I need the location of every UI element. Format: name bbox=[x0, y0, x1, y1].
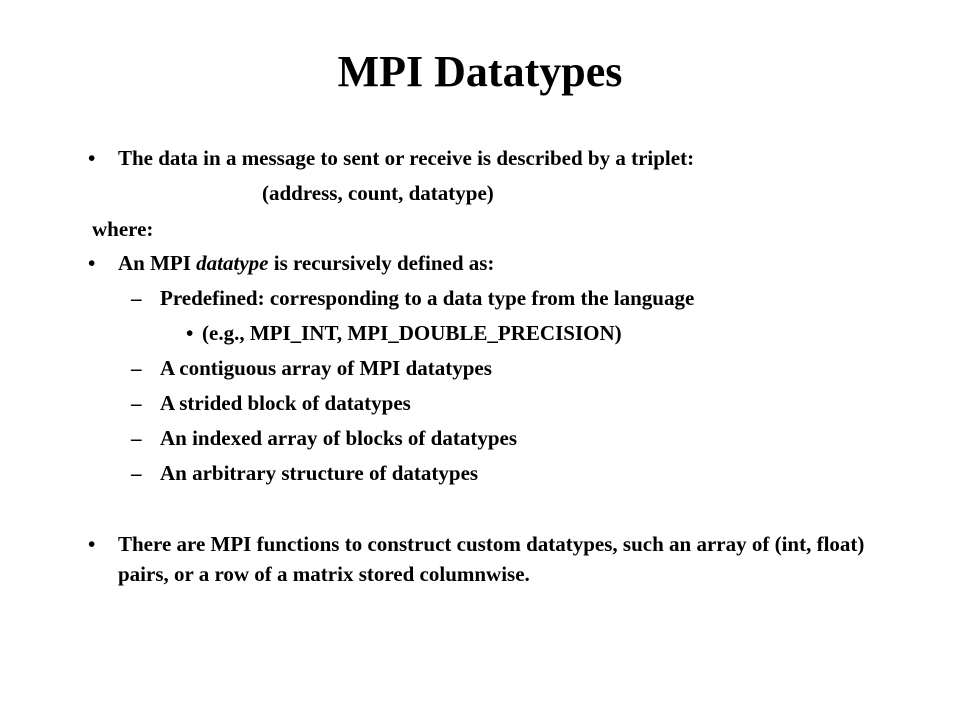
sub-item-1: Predefined: corresponding to a data type from the language bbox=[160, 286, 695, 310]
dash-marker-3: – bbox=[131, 391, 142, 415]
sub-item-4: An indexed array of blocks of datatypes bbox=[160, 426, 518, 450]
dash-marker-4: – bbox=[131, 426, 142, 450]
bullet-text-2 bbox=[118, 248, 494, 278]
dash-marker-5: – bbox=[131, 461, 142, 485]
bullet-text-3: There are MPI functions to construct custom datatypes, such an array of (int, float) pairs, or a row of a matrix stored columnwise. bbox=[118, 532, 865, 586]
bullet-text-2-post: is recursively defined as: bbox=[268, 251, 495, 275]
bullet-text-1: The data in a message to sent or receive is described by a triplet: bbox=[118, 146, 695, 170]
sub-item-3: A strided block of datatypes bbox=[160, 391, 411, 415]
subsub-bullet-marker: • bbox=[186, 321, 194, 345]
triplet-text: (address, count, datatype) bbox=[262, 181, 494, 205]
subsub-item-1: (e.g., MPI_INT, MPI_DOUBLE_PRECISION) bbox=[202, 321, 622, 345]
sub-item-5: An arbitrary structure of datatypes bbox=[160, 461, 479, 485]
where-text: where: bbox=[92, 217, 154, 241]
bullet-marker-2: • bbox=[88, 251, 96, 275]
bullet-text-2-pre: An MPI bbox=[118, 251, 197, 275]
dash-marker-1: – bbox=[131, 286, 142, 310]
bullet-marker-1: • bbox=[88, 146, 96, 170]
sub-item-2: A contiguous array of MPI datatypes bbox=[160, 356, 492, 380]
bullet-marker-3: • bbox=[88, 532, 96, 556]
bullet-text-2-italic: datatype bbox=[196, 251, 269, 275]
dash-marker-2: – bbox=[131, 356, 142, 380]
slide-title: MPI Datatypes bbox=[337, 47, 623, 96]
